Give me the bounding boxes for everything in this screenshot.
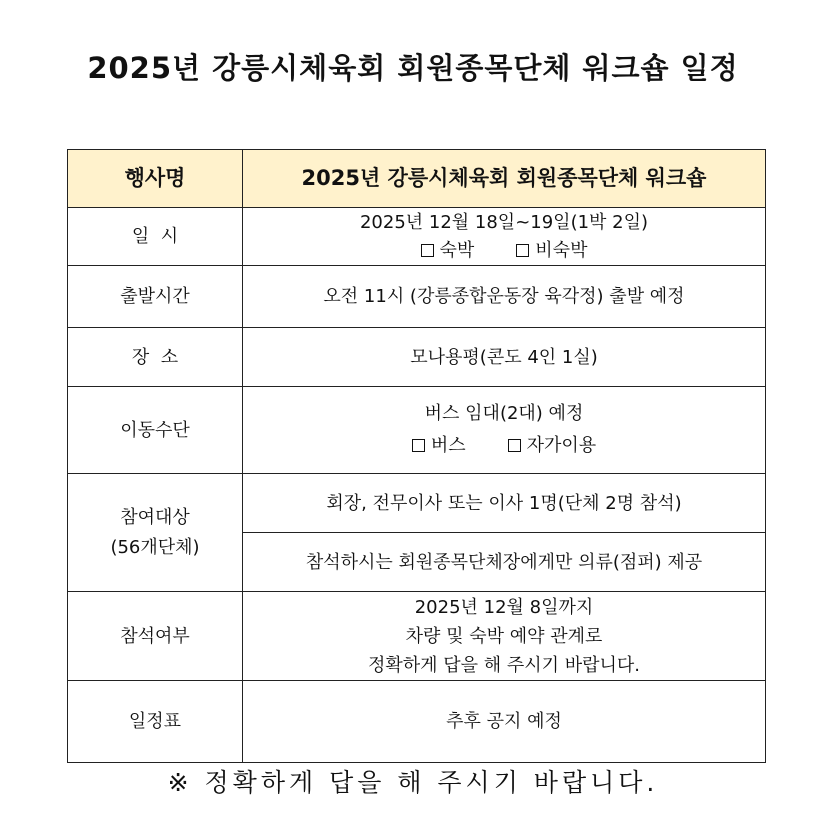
table-row-place xyxy=(68,328,766,387)
table-row-schedule xyxy=(68,681,766,763)
event-name-value: 2025년 강릉시체육회 회원종목단체 워크숍 xyxy=(243,150,766,208)
table-header-row xyxy=(68,150,766,208)
rsvp-label: 참석여부 xyxy=(68,592,243,681)
transport-option-own[interactable] xyxy=(508,430,597,462)
rsvp-line-2: 차량 및 숙박 예약 관계로 xyxy=(405,625,603,647)
lodging-options xyxy=(247,237,761,265)
rsvp-value xyxy=(243,592,766,681)
transport-option-bus[interactable] xyxy=(412,430,466,462)
checkbox-icon xyxy=(421,244,434,257)
table-row-rsvp xyxy=(68,592,766,681)
target-label-sub: (56개단체) xyxy=(110,536,200,558)
transport-option-own-label: 자가이용 xyxy=(526,435,597,456)
transport-value xyxy=(243,387,766,474)
page-title: 2025년 강릉시체육회 회원종목단체 워크숍 일정 xyxy=(87,51,739,85)
rsvp-line-3: 정확하게 답을 해 주시기 바랍니다. xyxy=(367,654,641,676)
table-row-transport xyxy=(68,387,766,474)
checkbox-icon xyxy=(412,439,425,452)
lodging-option-nostay[interactable] xyxy=(516,237,587,265)
table-row-target xyxy=(68,474,766,533)
place-value: 모나용평(콘도 4인 1실) xyxy=(243,328,766,387)
target-label xyxy=(68,474,243,592)
date-text: 2025년 12월 18일~19일(1박 2일) xyxy=(359,211,649,233)
date-value xyxy=(243,208,766,266)
table-row-date xyxy=(68,208,766,266)
date-label: 일 시 xyxy=(68,208,243,266)
checkbox-icon xyxy=(516,244,529,257)
checkbox-icon xyxy=(508,439,521,452)
depart-label: 출발시간 xyxy=(68,266,243,328)
rsvp-line-1: 2025년 12월 8일까지 xyxy=(414,596,594,618)
place-label: 장 소 xyxy=(68,328,243,387)
target-label-main: 참여대상 xyxy=(120,506,190,528)
footer-note: ※ 정확하게 답을 해 주시기 바랍니다. xyxy=(167,768,659,797)
table-row-depart xyxy=(68,266,766,328)
transport-options xyxy=(247,430,761,462)
transport-option-bus-label: 버스 xyxy=(430,435,466,456)
transport-label: 이동수단 xyxy=(68,387,243,474)
schedule-value: 추후 공지 예정 xyxy=(243,681,766,763)
schedule-label: 일정표 xyxy=(68,681,243,763)
transport-text: 버스 임대(2대) 예정 xyxy=(424,403,584,424)
lodging-option-nostay-label: 비숙박 xyxy=(535,239,588,261)
lodging-option-stay-label: 숙박 xyxy=(439,239,475,261)
depart-value: 오전 11시 (강릉종합운동장 육각정) 출발 예정 xyxy=(243,266,766,328)
target-value-1: 회장, 전무이사 또는 이사 1명(단체 2명 참석) xyxy=(243,474,766,533)
event-name-label: 행사명 xyxy=(68,150,243,208)
target-value-2: 참석하시는 회원종목단체장에게만 의류(점퍼) 제공 xyxy=(243,533,766,592)
lodging-option-stay[interactable] xyxy=(421,237,475,265)
schedule-table xyxy=(67,149,766,763)
